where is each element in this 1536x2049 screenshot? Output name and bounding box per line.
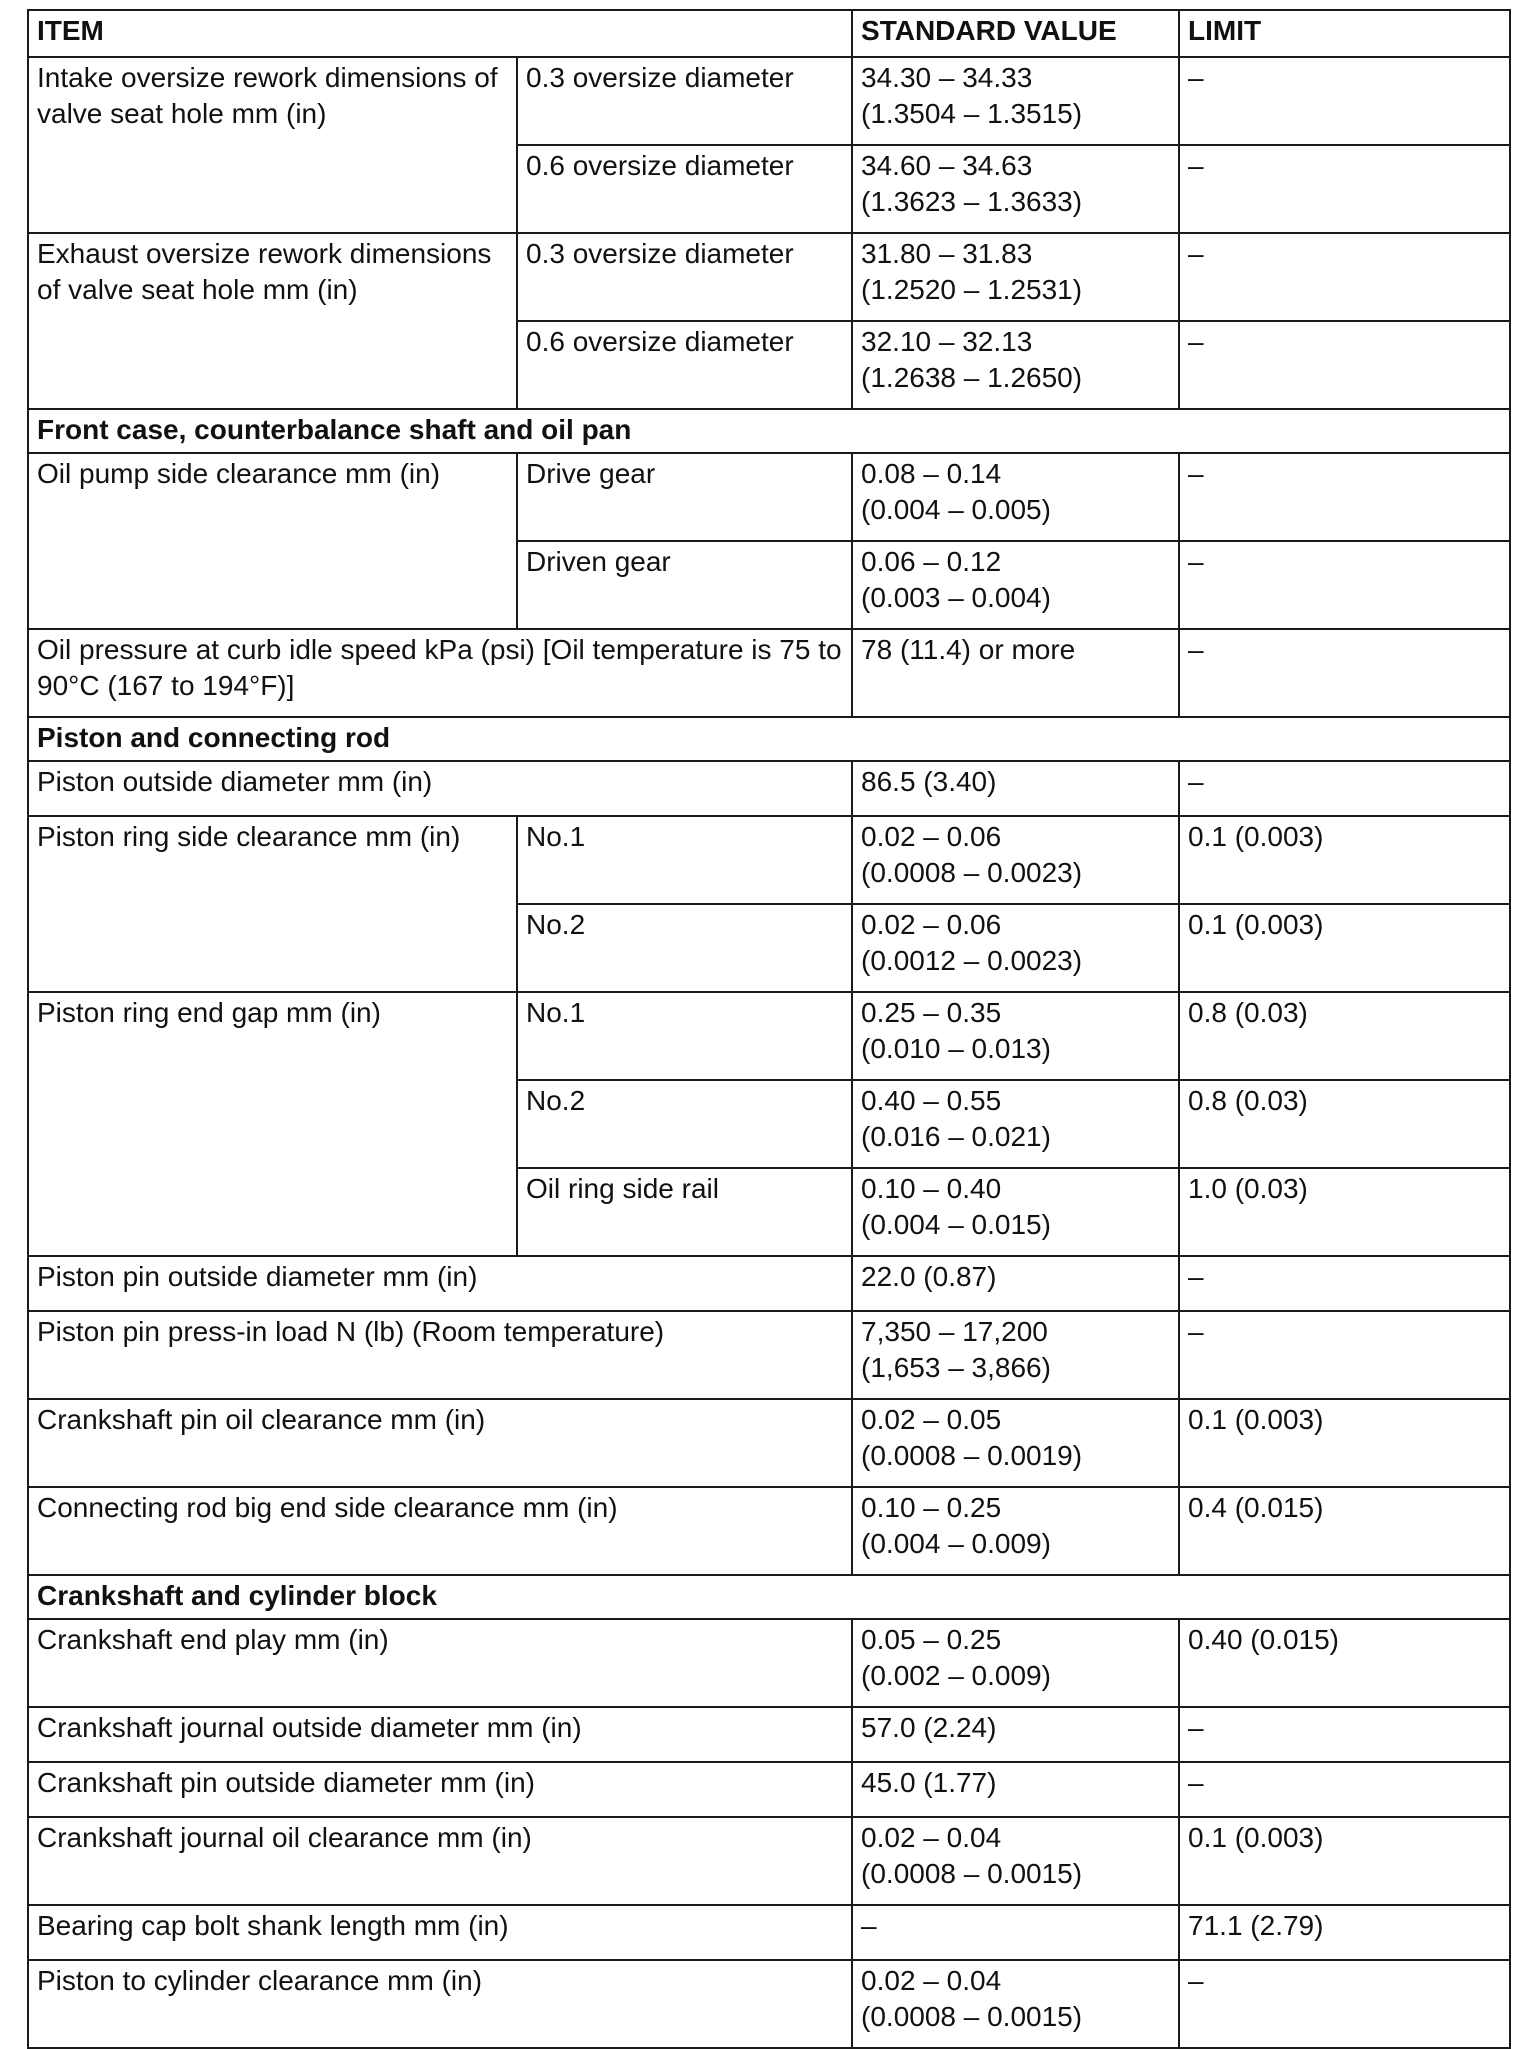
standard-value-cell: 0.40 – 0.55 (0.016 – 0.021) (852, 1080, 1179, 1168)
table-row (28, 1256, 1510, 1311)
item-cell: Crankshaft pin oil clearance mm (in) (28, 1399, 852, 1487)
table-body (28, 57, 1510, 2048)
limit-cell: – (1179, 145, 1510, 233)
table-row (28, 1707, 1510, 1762)
standard-value-cell: 0.08 – 0.14 (0.004 – 0.005) (852, 453, 1179, 541)
limit-cell: 1.0 (0.03) (1179, 1168, 1510, 1256)
limit-cell: – (1179, 541, 1510, 629)
limit-cell: – (1179, 1960, 1510, 2048)
item-cell: Piston ring side clearance mm (in) (28, 816, 517, 992)
standard-value-cell: 0.10 – 0.40 (0.004 – 0.015) (852, 1168, 1179, 1256)
item-cell: Piston outside diameter mm (in) (28, 761, 852, 816)
sub-item-cell: 0.3 oversize diameter (517, 233, 852, 321)
item-cell: Connecting rod big end side clearance mm (in) (28, 1487, 852, 1575)
standard-value-cell: 0.02 – 0.06 (0.0012 – 0.0023) (852, 904, 1179, 992)
limit-cell: 0.4 (0.015) (1179, 1487, 1510, 1575)
limit-cell: – (1179, 1256, 1510, 1311)
table-row (28, 1487, 1510, 1575)
limit-cell: – (1179, 453, 1510, 541)
limit-cell: 0.1 (0.003) (1179, 1817, 1510, 1905)
item-cell: Crankshaft pin outside diameter mm (in) (28, 1762, 852, 1817)
standard-value-cell: 0.10 – 0.25 (0.004 – 0.009) (852, 1487, 1179, 1575)
section-row (28, 717, 1510, 761)
standard-value-cell: 34.30 – 34.33 (1.3504 – 1.3515) (852, 57, 1179, 145)
section-title: Piston and connecting rod (28, 717, 1510, 761)
header-limit: LIMIT (1179, 10, 1510, 57)
header-item: ITEM (28, 10, 852, 57)
header-row (28, 10, 1510, 57)
section-row (28, 1575, 1510, 1619)
item-cell: Piston to cylinder clearance mm (in) (28, 1960, 852, 2048)
header-standard-value: STANDARD VALUE (852, 10, 1179, 57)
limit-cell: 0.40 (0.015) (1179, 1619, 1510, 1707)
limit-cell: 0.1 (0.003) (1179, 816, 1510, 904)
table-row (28, 1399, 1510, 1487)
standard-value-cell: 0.02 – 0.04 (0.0008 – 0.0015) (852, 1960, 1179, 2048)
standard-value-cell: 86.5 (3.40) (852, 761, 1179, 816)
item-cell: Crankshaft end play mm (in) (28, 1619, 852, 1707)
standard-value-cell: 0.25 – 0.35 (0.010 – 0.013) (852, 992, 1179, 1080)
table-row (28, 761, 1510, 816)
limit-cell: – (1179, 321, 1510, 409)
sub-item-cell: 0.3 oversize diameter (517, 57, 852, 145)
table-row (28, 1311, 1510, 1399)
standard-value-cell: 0.02 – 0.06 (0.0008 – 0.0023) (852, 816, 1179, 904)
table-row (28, 57, 1510, 145)
table-row (28, 1960, 1510, 2048)
sub-item-cell: No.1 (517, 992, 852, 1080)
specification-table (27, 9, 1511, 2049)
standard-value-cell: 7,350 – 17,200 (1,653 – 3,866) (852, 1311, 1179, 1399)
limit-cell: – (1179, 1707, 1510, 1762)
limit-cell: 0.1 (0.003) (1179, 904, 1510, 992)
table-row (28, 1619, 1510, 1707)
item-cell: Oil pump side clearance mm (in) (28, 453, 517, 629)
section-title: Front case, counterbalance shaft and oil pan (28, 409, 1510, 453)
limit-cell: – (1179, 629, 1510, 717)
item-cell: Exhaust oversize rework dimensions of valve seat hole mm (in) (28, 233, 517, 409)
limit-cell: 0.8 (0.03) (1179, 1080, 1510, 1168)
limit-cell: 0.1 (0.003) (1179, 1399, 1510, 1487)
limit-cell: – (1179, 1311, 1510, 1399)
limit-cell: – (1179, 57, 1510, 145)
standard-value-cell: 0.02 – 0.04 (0.0008 – 0.0015) (852, 1817, 1179, 1905)
sub-item-cell: No.2 (517, 904, 852, 992)
sub-item-cell: No.2 (517, 1080, 852, 1168)
standard-value-cell: 32.10 – 32.13 (1.2638 – 1.2650) (852, 321, 1179, 409)
table-row (28, 1905, 1510, 1960)
sub-item-cell: Driven gear (517, 541, 852, 629)
sub-item-cell: 0.6 oversize diameter (517, 145, 852, 233)
table-row (28, 629, 1510, 717)
standard-value-cell: 31.80 – 31.83 (1.2520 – 1.2531) (852, 233, 1179, 321)
table-row (28, 233, 1510, 321)
item-cell: Crankshaft journal outside diameter mm (in) (28, 1707, 852, 1762)
item-cell: Bearing cap bolt shank length mm (in) (28, 1905, 852, 1960)
table-row (28, 992, 1510, 1080)
section-title: Crankshaft and cylinder block (28, 1575, 1510, 1619)
standard-value-cell: – (852, 1905, 1179, 1960)
limit-cell: 71.1 (2.79) (1179, 1905, 1510, 1960)
item-cell: Piston pin outside diameter mm (in) (28, 1256, 852, 1311)
limit-cell: – (1179, 1762, 1510, 1817)
standard-value-cell: 45.0 (1.77) (852, 1762, 1179, 1817)
table-row (28, 816, 1510, 904)
standard-value-cell: 78 (11.4) or more (852, 629, 1179, 717)
standard-value-cell: 34.60 – 34.63 (1.3623 – 1.3633) (852, 145, 1179, 233)
section-row (28, 409, 1510, 453)
limit-cell: 0.8 (0.03) (1179, 992, 1510, 1080)
item-cell: Oil pressure at curb idle speed kPa (psi) [Oil temperature is 75 to 90°C (167 to 194°F)] (28, 629, 852, 717)
table-row (28, 1762, 1510, 1817)
standard-value-cell: 57.0 (2.24) (852, 1707, 1179, 1762)
item-cell: Piston pin press-in load N (lb) (Room temperature) (28, 1311, 852, 1399)
item-cell: Piston ring end gap mm (in) (28, 992, 517, 1256)
limit-cell: – (1179, 233, 1510, 321)
limit-cell: – (1179, 761, 1510, 816)
standard-value-cell: 0.06 – 0.12 (0.003 – 0.004) (852, 541, 1179, 629)
standard-value-cell: 0.05 – 0.25 (0.002 – 0.009) (852, 1619, 1179, 1707)
table-row (28, 1817, 1510, 1905)
standard-value-cell: 0.02 – 0.05 (0.0008 – 0.0019) (852, 1399, 1179, 1487)
sub-item-cell: 0.6 oversize diameter (517, 321, 852, 409)
sub-item-cell: No.1 (517, 816, 852, 904)
item-cell: Crankshaft journal oil clearance mm (in) (28, 1817, 852, 1905)
standard-value-cell: 22.0 (0.87) (852, 1256, 1179, 1311)
item-cell: Intake oversize rework dimensions of valve seat hole mm (in) (28, 57, 517, 233)
table-row (28, 453, 1510, 541)
sub-item-cell: Drive gear (517, 453, 852, 541)
sub-item-cell: Oil ring side rail (517, 1168, 852, 1256)
